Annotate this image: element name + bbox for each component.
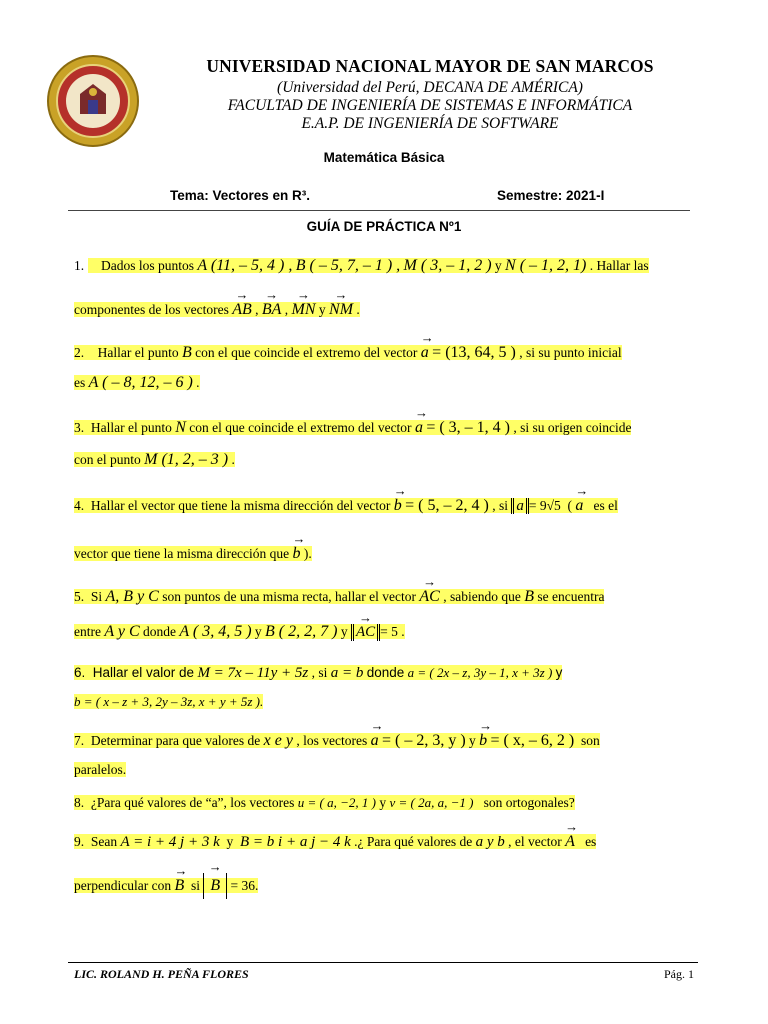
problem-1-line-2: componentes de los vectores → AB , → BA , → MN y → NM . (74, 301, 360, 319)
author-name: LIC. ROLAND H. PEÑA FLORES (74, 967, 249, 981)
problem-8-line-1: 8. ¿Para qué valores de “a”, los vectores u = ( a, −2, 1 ) y v = ( 2a, a, −1 ) son ortogonales? (74, 795, 575, 810)
university-seal-logo (46, 54, 140, 148)
problem-4-line-2: vector que tiene la misma dirección que → b ). (74, 545, 312, 563)
problem-1-line-1: 1. Dados los puntos A (11, – 5, 4 ) , B ( – 5, 7, – 1 ) , M ( 3, – 1, 2 ) y N ( – 1, 2, 1) . Hallar las (74, 257, 649, 274)
topic-label: Tema: Vectores en R³. (170, 188, 311, 203)
university-subtitle: (Universidad del Perú, DECANA DE AMÉRICA) (277, 79, 583, 96)
problem-2-line-2: es A ( – 8, 12, – 6 ) . (74, 374, 200, 391)
problem-3-line-2: con el punto M (1, 2, – 3 ) . (74, 451, 235, 468)
problem-6-line-1: 6. Hallar el valor de M = 7x – 11y + 5z , si a = b donde a = ( 2x – z, 3y – 1, x + 3z ) y (74, 665, 563, 681)
problem-6-line-2: b = ( x – z + 3, 2y – 3z, x + y + 5z ). (74, 694, 264, 709)
problem-2-line-1: 2. Hallar el punto B con el que coincide el extremo del vector → a = (13, 64, 5 ) , si su punto inicial (74, 344, 622, 362)
problem-3-line-1: 3. Hallar el punto N con el que coincide el extremo del vector → a = ( 3, – 1, 4 ) , si su origen coincide (74, 419, 631, 437)
faculty-name: FACULTAD DE INGENIERÍA DE SISTEMAS E INFORMÁTICA (227, 97, 633, 114)
header-divider (68, 210, 690, 211)
problem-9-line-1: 9. Sean A = i + 4 j + 3 k y B = b i + a j − 4 k .¿ Para qué valores de a y b , el vector → A es (74, 833, 596, 851)
problem-9-line-2: perpendicular con → B si → B = 36. (74, 873, 258, 899)
problem-4-line-1: 4. Hallar el vector que tiene la misma dirección del vector → b = ( 5, – 2, 4 ) , si a = 9√5 ( → a es el (74, 497, 618, 515)
footer-divider (68, 962, 698, 963)
university-name: UNIVERSIDAD NACIONAL MAYOR DE SAN MARCOS (206, 56, 654, 76)
semester-label: Semestre: 2021-I (497, 188, 605, 203)
problem-5-line-1: 5. Si A, B y C son puntos de una misma recta, hallar el vector → AC , sabiendo que B se encuentra (74, 588, 604, 606)
page-number: Pág. 1 (664, 967, 694, 981)
school-name: E.A.P. DE INGENIERÍA DE SOFTWARE (301, 115, 559, 132)
guide-title: GUÍA DE PRÁCTICA Nº1 (306, 219, 462, 234)
problem-7-line-1: 7. Determinar para que valores de x e y , los vectores → a = ( – 2, 3, y ) y → b = ( x, – 6, 2 ) son (74, 732, 600, 750)
course-title: Matemática Básica (323, 150, 445, 165)
problem-7-line-2: paralelos. (74, 762, 127, 777)
problem-5-line-2: entre A y C donde A ( 3, 4, 5 ) y B ( 2, 2, 7 ) y → AC = 5 . (74, 623, 405, 641)
